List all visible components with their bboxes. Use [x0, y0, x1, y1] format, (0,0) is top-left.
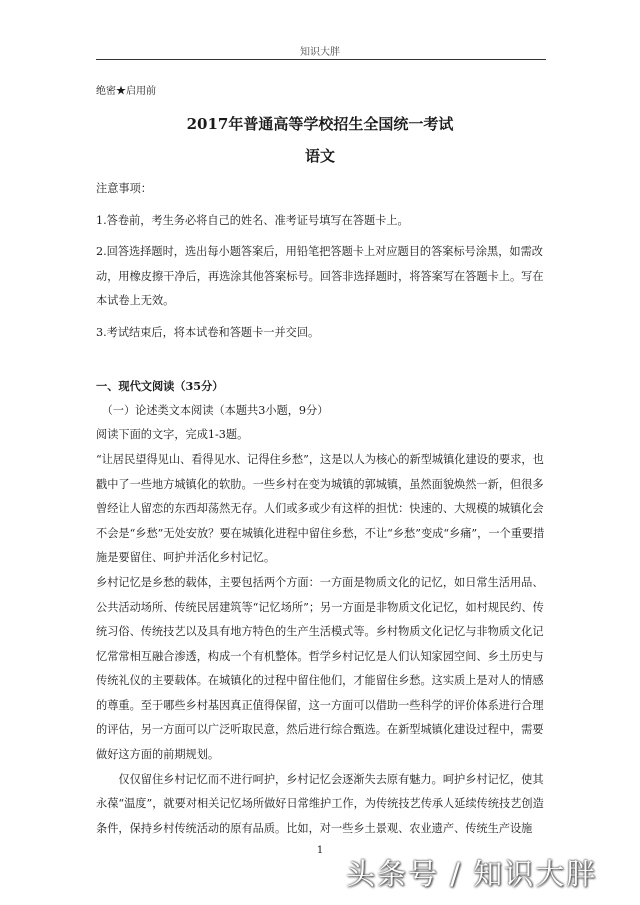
subsection-heading: （一）论述类文本阅读（本题共3小题，9分） [101, 403, 329, 417]
note-item-3: 3.考试结束后，将本试卷和答题卡一并交回。 [96, 325, 320, 339]
secret-label: 绝密★启用前 [96, 86, 156, 97]
watermark: 头条号 / 知识大胖 [346, 857, 598, 891]
exam-title: 2017年普通高等学校招生全国统一考试 [186, 115, 454, 133]
page-number: 1 [316, 845, 324, 856]
note-item-1: 1.答卷前，考生务必将自己的姓名、准考证号填写在答题卡上。 [96, 213, 409, 227]
section-heading: 一、现代文阅读（35分） [96, 379, 224, 394]
passage-paragraph-1: “让居民望得见山、看得见水、记得住乡愁”，这是以人为核心的新型城镇化建设的要求，也戳中了一些地方城镇化的软肋。一些乡村在变为城镇的郭城镇，虽然面貌焕然一新，但很多曾经让人留恋的东西却荡然无存。人们或多或少有这样的担忧：快速的、大规模的城镇化会不会是“乡愁”无处安放？要在城镇化进程中留住乡愁，不让“乡愁”变成“乡痛”，一个重要措施是要留住、呵护并活化乡村记忆。 [96, 452, 545, 565]
subject-title: 语文 [304, 147, 335, 165]
notes-heading: 注意事项： [96, 182, 152, 195]
note-item-2: 2.回答选择题时，选出每小题答案后，用铅笔把答题卡上对应题目的答案标号涂黑，如需改动，用橡皮擦干净后，再选涂其他答案标号。回答非选择题时，将答案写在答题卡上。写在本试卷上无效。 [96, 245, 544, 308]
passage-paragraph-3: 仅仅留住乡村记忆而不进行呵护，乡村记忆会逐渐失去原有魅力。呵护乡村记忆，使其永葆“温度”，就要对相关记忆场所做好日常维护工作，为传统技艺传承人延续传统技艺创造条件，保持乡村传统活动的原有品质。比如，对一些乡土景观、农业遗产、传统生产设施 [96, 772, 544, 835]
reading-instruction: 阅读下面的文字，完成1-3题。 [96, 428, 249, 442]
document-body [96, 177, 547, 841]
passage-paragraph-2: 乡村记忆是乡愁的载体，主要包括两个方面：一方面是物质文化的记忆，如日常生活用品、公共活动场所、传统民居建筑等“记忆场所”；另一方面是非物质文化记忆，如村规民约、传统习俗、传统技艺以及具有地方特色的生产生活模式等。乡村物质文化记忆与非物质文化记忆常常相互融合渗透，构成一个有机整体。哲学乡村记忆是人们认知家园空间、乡土历史与传统礼仪的主要载体。在城镇化的过程中留住他们，才能留住乡愁。这实质上是对人的情感的尊重。至于哪些乡村基因真正值得保留，这一方面可以借助一些科学的评价体系进行合理的评估，另一方面可以广泛听取民意，然后进行综合甄选。在新型城镇化建设过程中，需要做好这方面的前期规划。 [96, 575, 544, 762]
header-rule [96, 59, 546, 60]
page-header: 知识大胖 [300, 47, 340, 58]
